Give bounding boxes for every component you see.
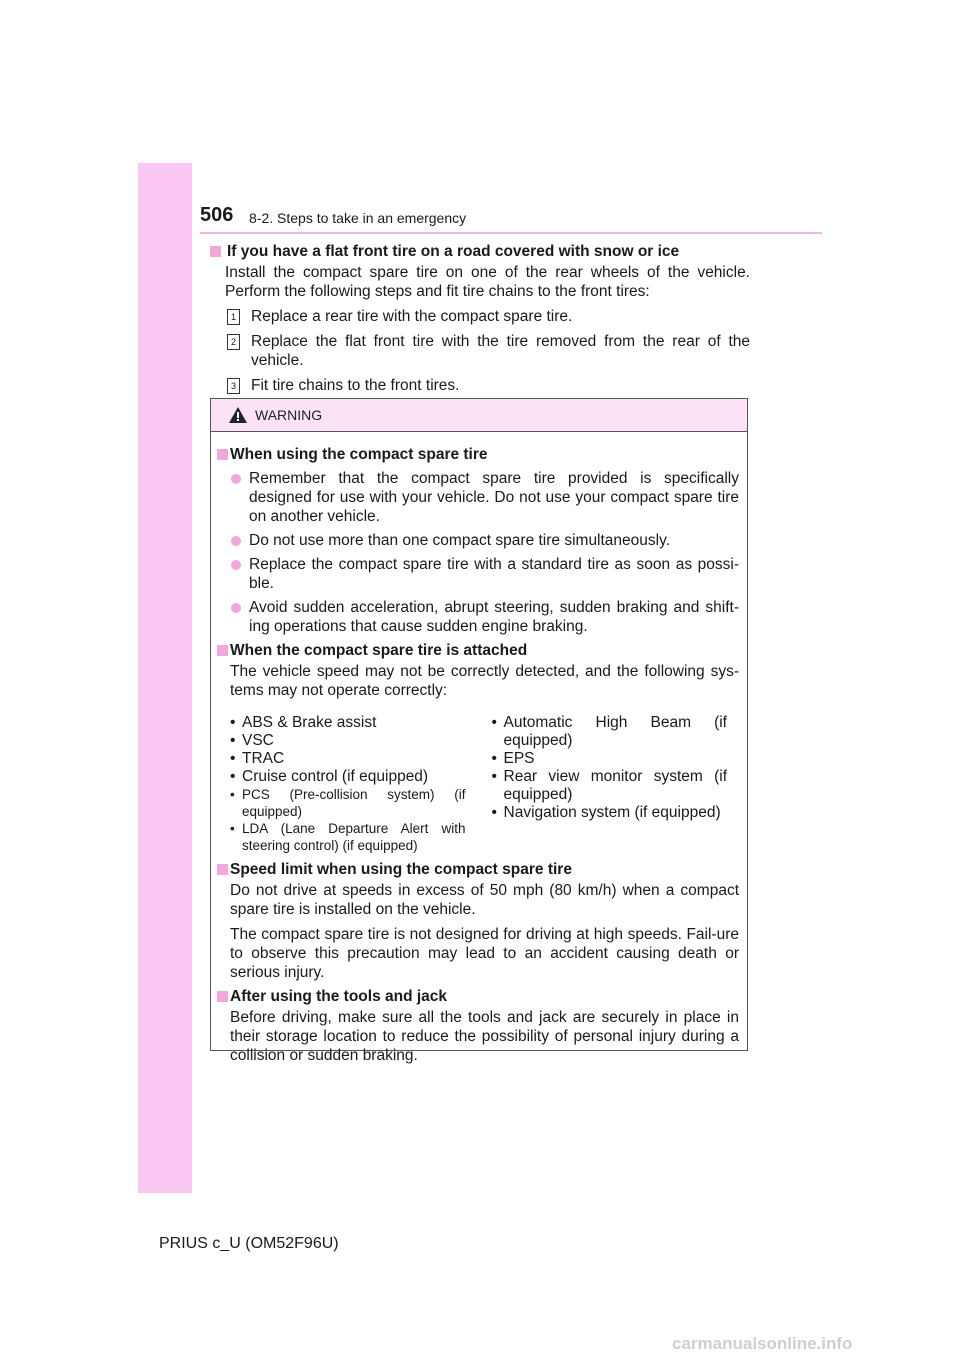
circle-bullet-icon: [231, 536, 241, 546]
warning-triangle-icon: [229, 407, 247, 423]
warning-bullet: Avoid sudden acceleration, abrupt steering, sudden braking and shift-ing operations that cause sudden engine braking.: [217, 598, 739, 636]
step-item: 1 Replace a rear tire with the compact spare tire.: [210, 307, 750, 326]
system-item: • TRAC: [230, 750, 466, 768]
square-bullet-icon: [217, 449, 228, 460]
warning-heading-attached: When the compact spare tire is attached: [217, 641, 739, 660]
system-item: • LDA (Lane Departure Alert with steering control) (if equipped): [230, 820, 466, 854]
square-bullet-icon: [217, 864, 228, 875]
warning-label: WARNING: [255, 407, 323, 423]
warning-header: [211, 399, 747, 432]
header-rule: [200, 232, 822, 234]
step-item: 3 Fit tire chains to the front tires.: [210, 376, 750, 395]
intro-heading: If you have a flat front tire on a road covered with snow or ice: [210, 242, 750, 261]
step-number-badge: 2: [227, 334, 240, 350]
warning-heading-compact-spare: When using the compact spare tire: [217, 445, 739, 464]
affected-systems-list: [217, 714, 739, 854]
steps-list: [210, 307, 750, 395]
step-number-badge: 3: [227, 378, 240, 394]
system-item: • PCS (Pre-collision system) (if equipped): [230, 786, 466, 820]
system-item: • Automatic High Beam (if equipped): [492, 714, 728, 750]
watermark: carmanualsonline.info: [672, 1334, 853, 1353]
speed-limit-caution: The compact spare tire is not designed for driving at high speeds. Fail-ure to observe this precaution may lead to an accident causing death or serious injury.: [230, 926, 739, 981]
attached-text: The vehicle speed may not be correctly detected, and the following sys-tems may not operate correctly:: [230, 663, 739, 699]
system-item: • ABS & Brake assist: [230, 714, 466, 732]
system-item: • Navigation system (if equipped): [492, 804, 728, 822]
footer-model: PRIUS c_U (OM52F96U): [159, 1235, 339, 1252]
systems-column-right: [478, 714, 740, 854]
intro-section: [210, 242, 750, 401]
circle-bullet-icon: [231, 560, 241, 570]
system-item: • Cruise control (if equipped): [230, 768, 466, 786]
systems-column-left: [230, 714, 478, 854]
step-item: 2 Replace the flat front tire with the tire removed from the rear of the vehicle.: [210, 332, 750, 370]
speed-limit-text: Do not drive at speeds in excess of 50 mph (80 km/h) when a compact spare tire is installed on the vehicle.: [230, 882, 739, 918]
warning-heading-speed-limit: Speed limit when using the compact spare tire: [217, 860, 739, 879]
step-number-badge: 1: [227, 309, 240, 325]
system-item: • Rear view monitor system (if equipped): [492, 768, 728, 804]
warning-body: [211, 432, 747, 1065]
after-tools-text: Before driving, make sure all the tools and jack are securely in place in their storage location to reduce the possibility of personal injury during a collision or sudden braking.: [230, 1009, 739, 1064]
square-bullet-icon: [217, 645, 228, 656]
warning-box: [210, 398, 748, 1064]
page-number: 506: [200, 204, 234, 226]
chapter-side-tab: [138, 163, 192, 1193]
warning-bullet: Do not use more than one compact spare tire simultaneously.: [217, 531, 739, 550]
warning-heading-after-tools: After using the tools and jack: [217, 987, 739, 1006]
square-bullet-icon: [217, 991, 228, 1002]
warning-bullet: Remember that the compact spare tire provided is specifically designed for use with your vehicle. Do not use your compact spare tire on another vehicle.: [217, 469, 739, 526]
section-title: 8-2. Steps to take in an emergency: [249, 210, 467, 226]
warning-bullet: Replace the compact spare tire with a standard tire as soon as possi-ble.: [217, 555, 739, 593]
square-bullet-icon: [210, 246, 221, 257]
circle-bullet-icon: [231, 603, 241, 613]
system-item: • VSC: [230, 732, 466, 750]
circle-bullet-icon: [231, 474, 241, 484]
intro-text: Install the compact spare tire on one of the rear wheels of the vehicle. Perform the following steps and fit tire chains to the front tires:: [225, 264, 750, 300]
system-item: • EPS: [492, 750, 728, 768]
page-header: [200, 204, 822, 234]
